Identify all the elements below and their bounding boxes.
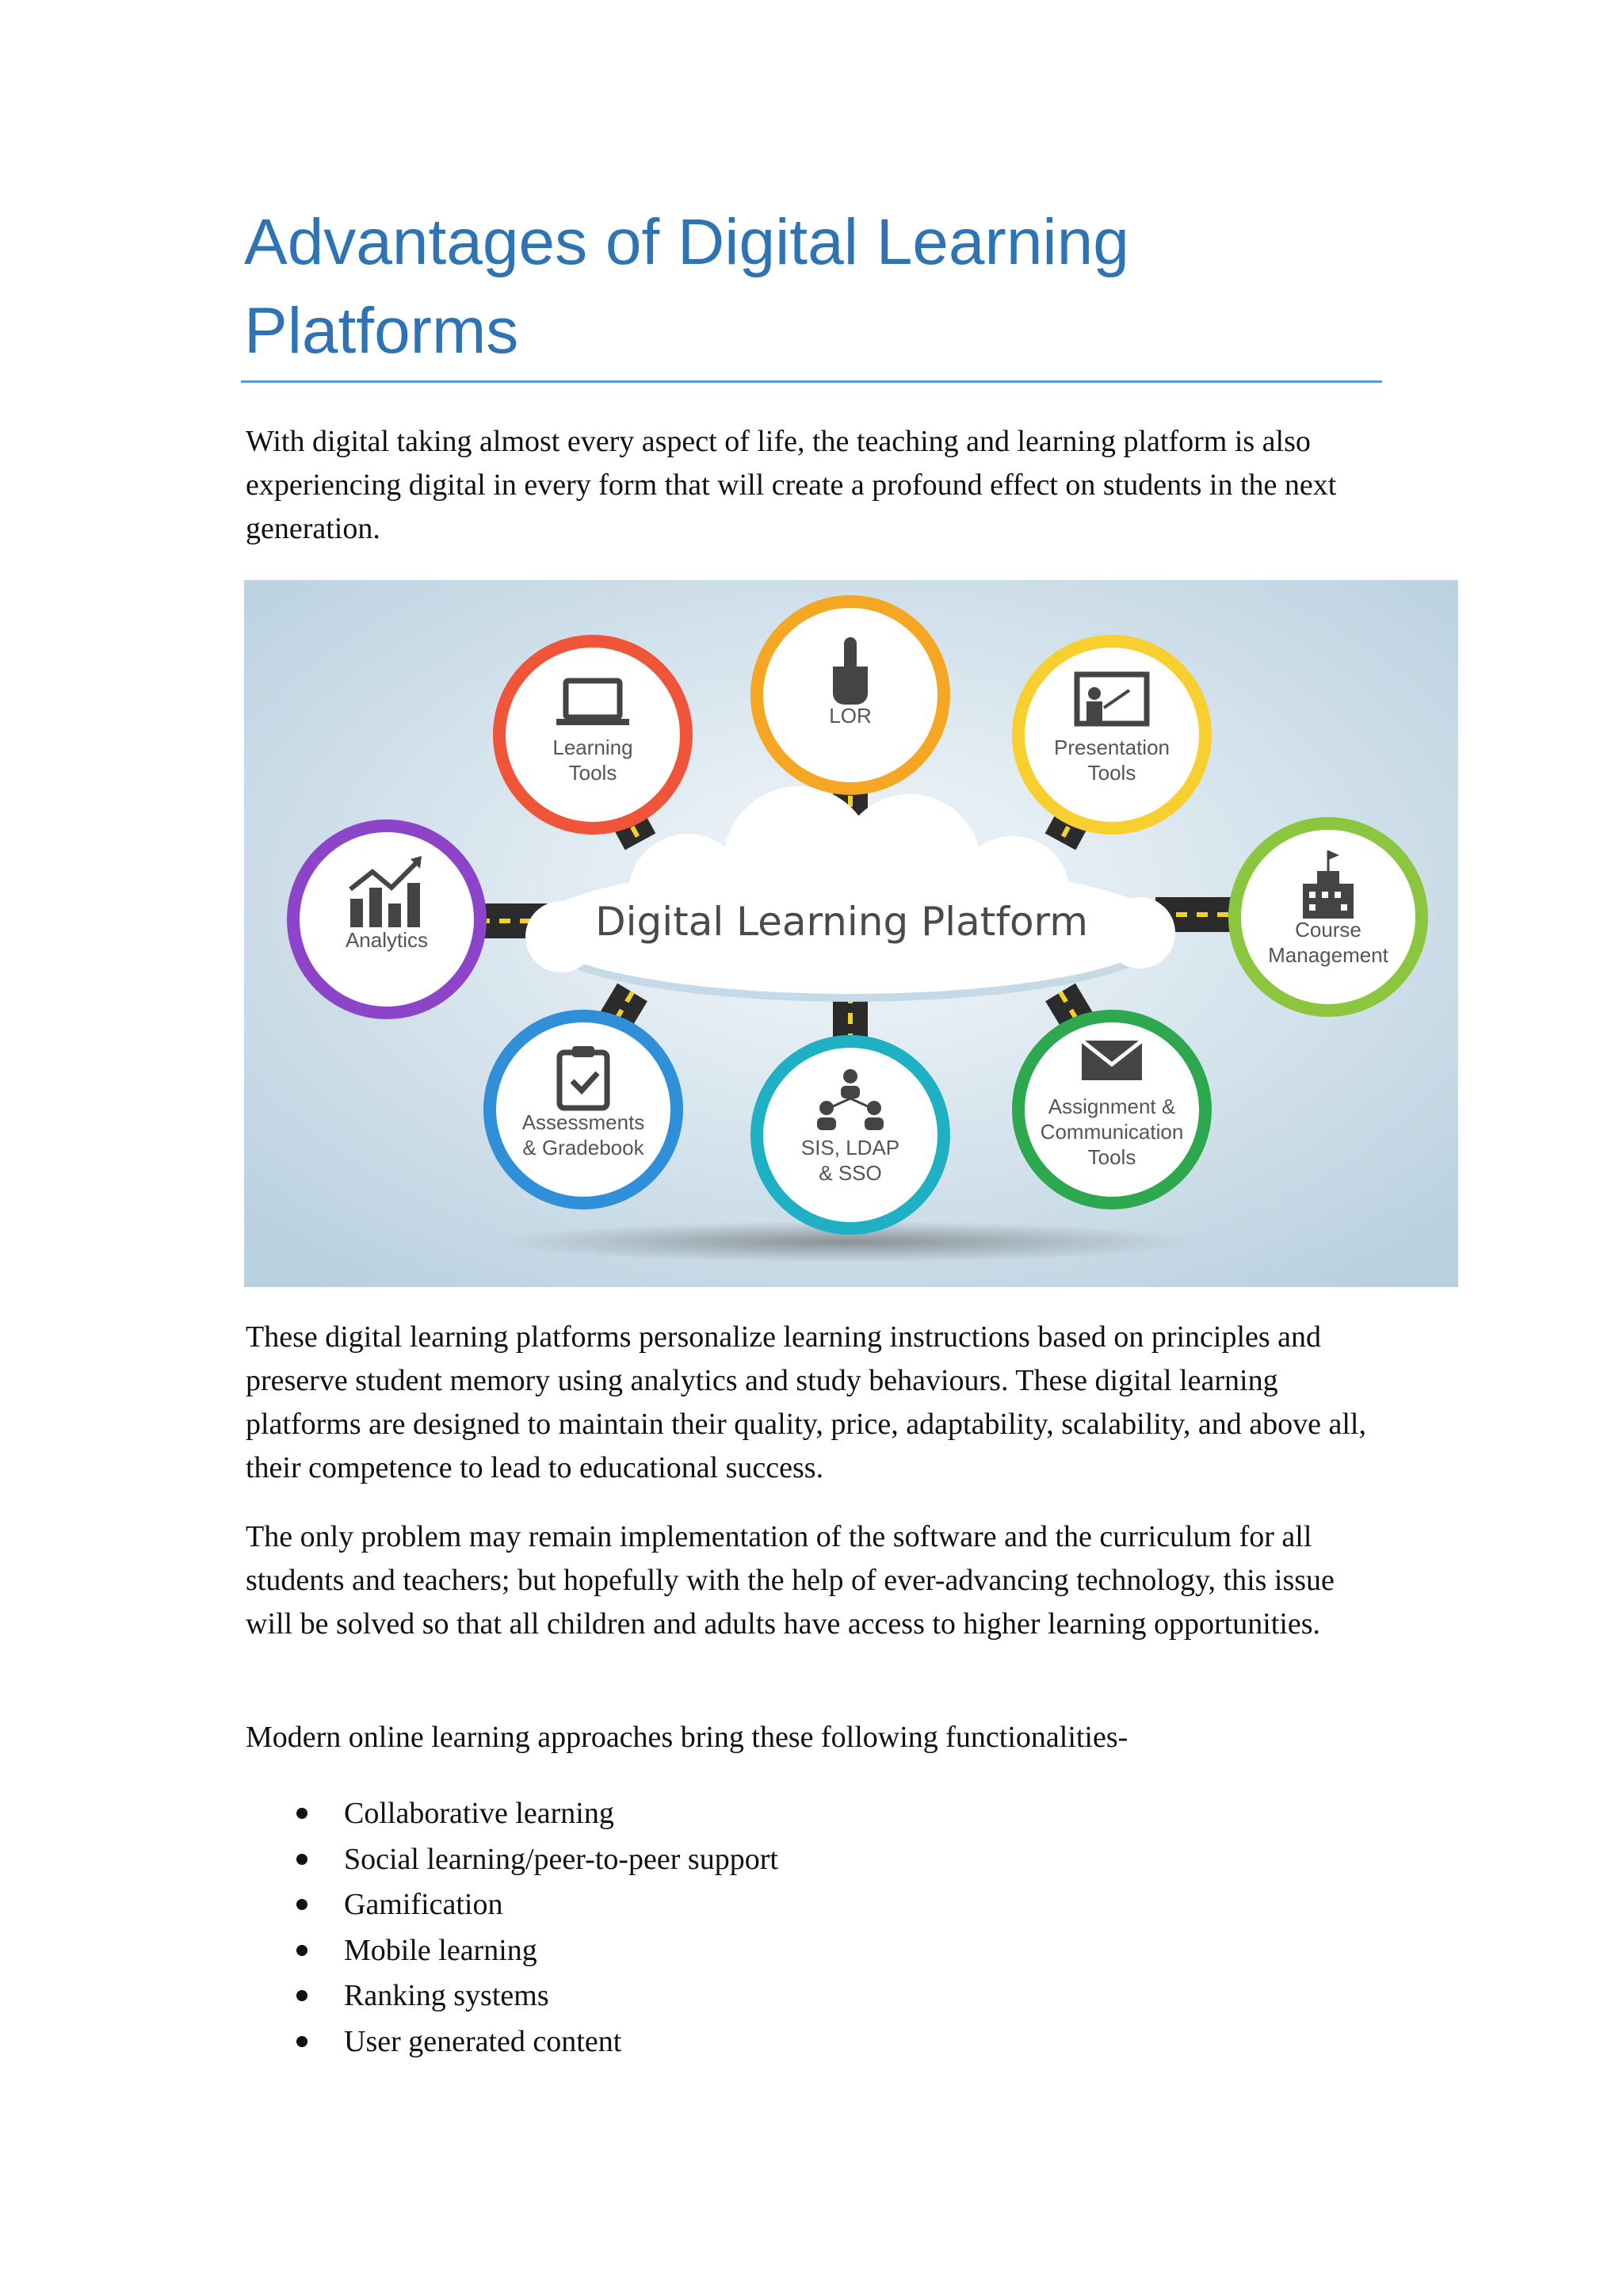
node-label: Tools <box>1087 1145 1136 1169</box>
center-label: Digital Learning Platform <box>595 899 1088 945</box>
list-item <box>246 1973 1355 2019</box>
node-sis-ldap <box>757 1041 944 1228</box>
bullet-icon <box>296 1808 307 1819</box>
functionalities-list <box>246 1791 1355 2065</box>
node-label: Tools <box>1087 761 1136 785</box>
node-label: SIS, LDAP <box>800 1136 900 1159</box>
envelope-icon <box>1082 1041 1142 1080</box>
list-item <box>246 1882 1355 1928</box>
node-label: & Gradebook <box>522 1136 644 1159</box>
list-item <box>246 2019 1355 2065</box>
node-label: Management <box>1268 943 1388 967</box>
node-label: Assessments <box>521 1110 645 1134</box>
paragraph-functionalities-intro: Modern online learning approaches bring these following functionalities- <box>246 1721 1128 1754</box>
bullet-icon <box>296 2036 307 2047</box>
node-label: Communication <box>1040 1120 1184 1144</box>
node-ring <box>499 641 686 828</box>
node-label: & SSO <box>819 1161 882 1185</box>
node-lor <box>757 602 944 789</box>
node-label: Course <box>1295 918 1361 942</box>
digital-learning-platform-diagram <box>244 580 1458 1287</box>
paragraph-implementation: The only problem may remain implementation of the software and the curriculum for all students and teachers; but hopefully with the help of ever-advancing technology, this issue will be solved so that all children and adults have access to higher learning opportunities. <box>246 1520 1335 1641</box>
node-assignment <box>1018 1016 1205 1203</box>
list-item <box>246 1928 1355 1974</box>
node-ring <box>1018 641 1205 828</box>
bullet-icon <box>296 1945 307 1956</box>
list-item-text: Social learning/peer-to-peer support <box>344 1842 778 1876</box>
node-label: Learning <box>552 735 633 759</box>
node-presentation-tools <box>1018 641 1205 828</box>
list-item <box>246 1837 1355 1883</box>
list-item <box>246 1791 1355 1837</box>
bullet-icon <box>296 1899 307 1910</box>
node-label: Tools <box>568 761 617 785</box>
node-label: Assignment & <box>1048 1095 1176 1118</box>
list-item-text: Collaborative learning <box>344 1797 614 1830</box>
node-label: LOR <box>829 704 872 728</box>
node-label: Analytics <box>345 928 429 952</box>
title-divider <box>241 380 1382 383</box>
node-course-management <box>1235 823 1422 1010</box>
bullet-icon <box>296 1990 307 2001</box>
list-item-text: User generated content <box>344 2024 622 2058</box>
node-label: Presentation <box>1054 735 1170 759</box>
node-assessments <box>490 1016 677 1203</box>
list-item-text: Ranking systems <box>344 1979 549 2012</box>
node-ring <box>293 826 480 1013</box>
node-learning-tools <box>499 641 686 828</box>
intro-paragraph: With digital taking almost every aspect of life, the teaching and learning platform is also experiencing digital in every form that will create a profound effect on students in the next generation. <box>246 425 1337 545</box>
bullet-icon <box>296 1854 307 1865</box>
list-item-text: Gamification <box>344 1888 503 1921</box>
page-title: Advantages of Digital Learning Platforms <box>244 206 1129 367</box>
list-item-text: Mobile learning <box>344 1933 537 1967</box>
paragraph-personalize: These digital learning platforms personalize learning instructions based on principles and preserve student memory using analytics and study behaviours. These digital learning platforms are designed to maintain their quality, price, adaptability, scalability, and above all, their competence to lead to educational success. <box>246 1320 1366 1484</box>
node-analytics <box>293 826 480 1013</box>
